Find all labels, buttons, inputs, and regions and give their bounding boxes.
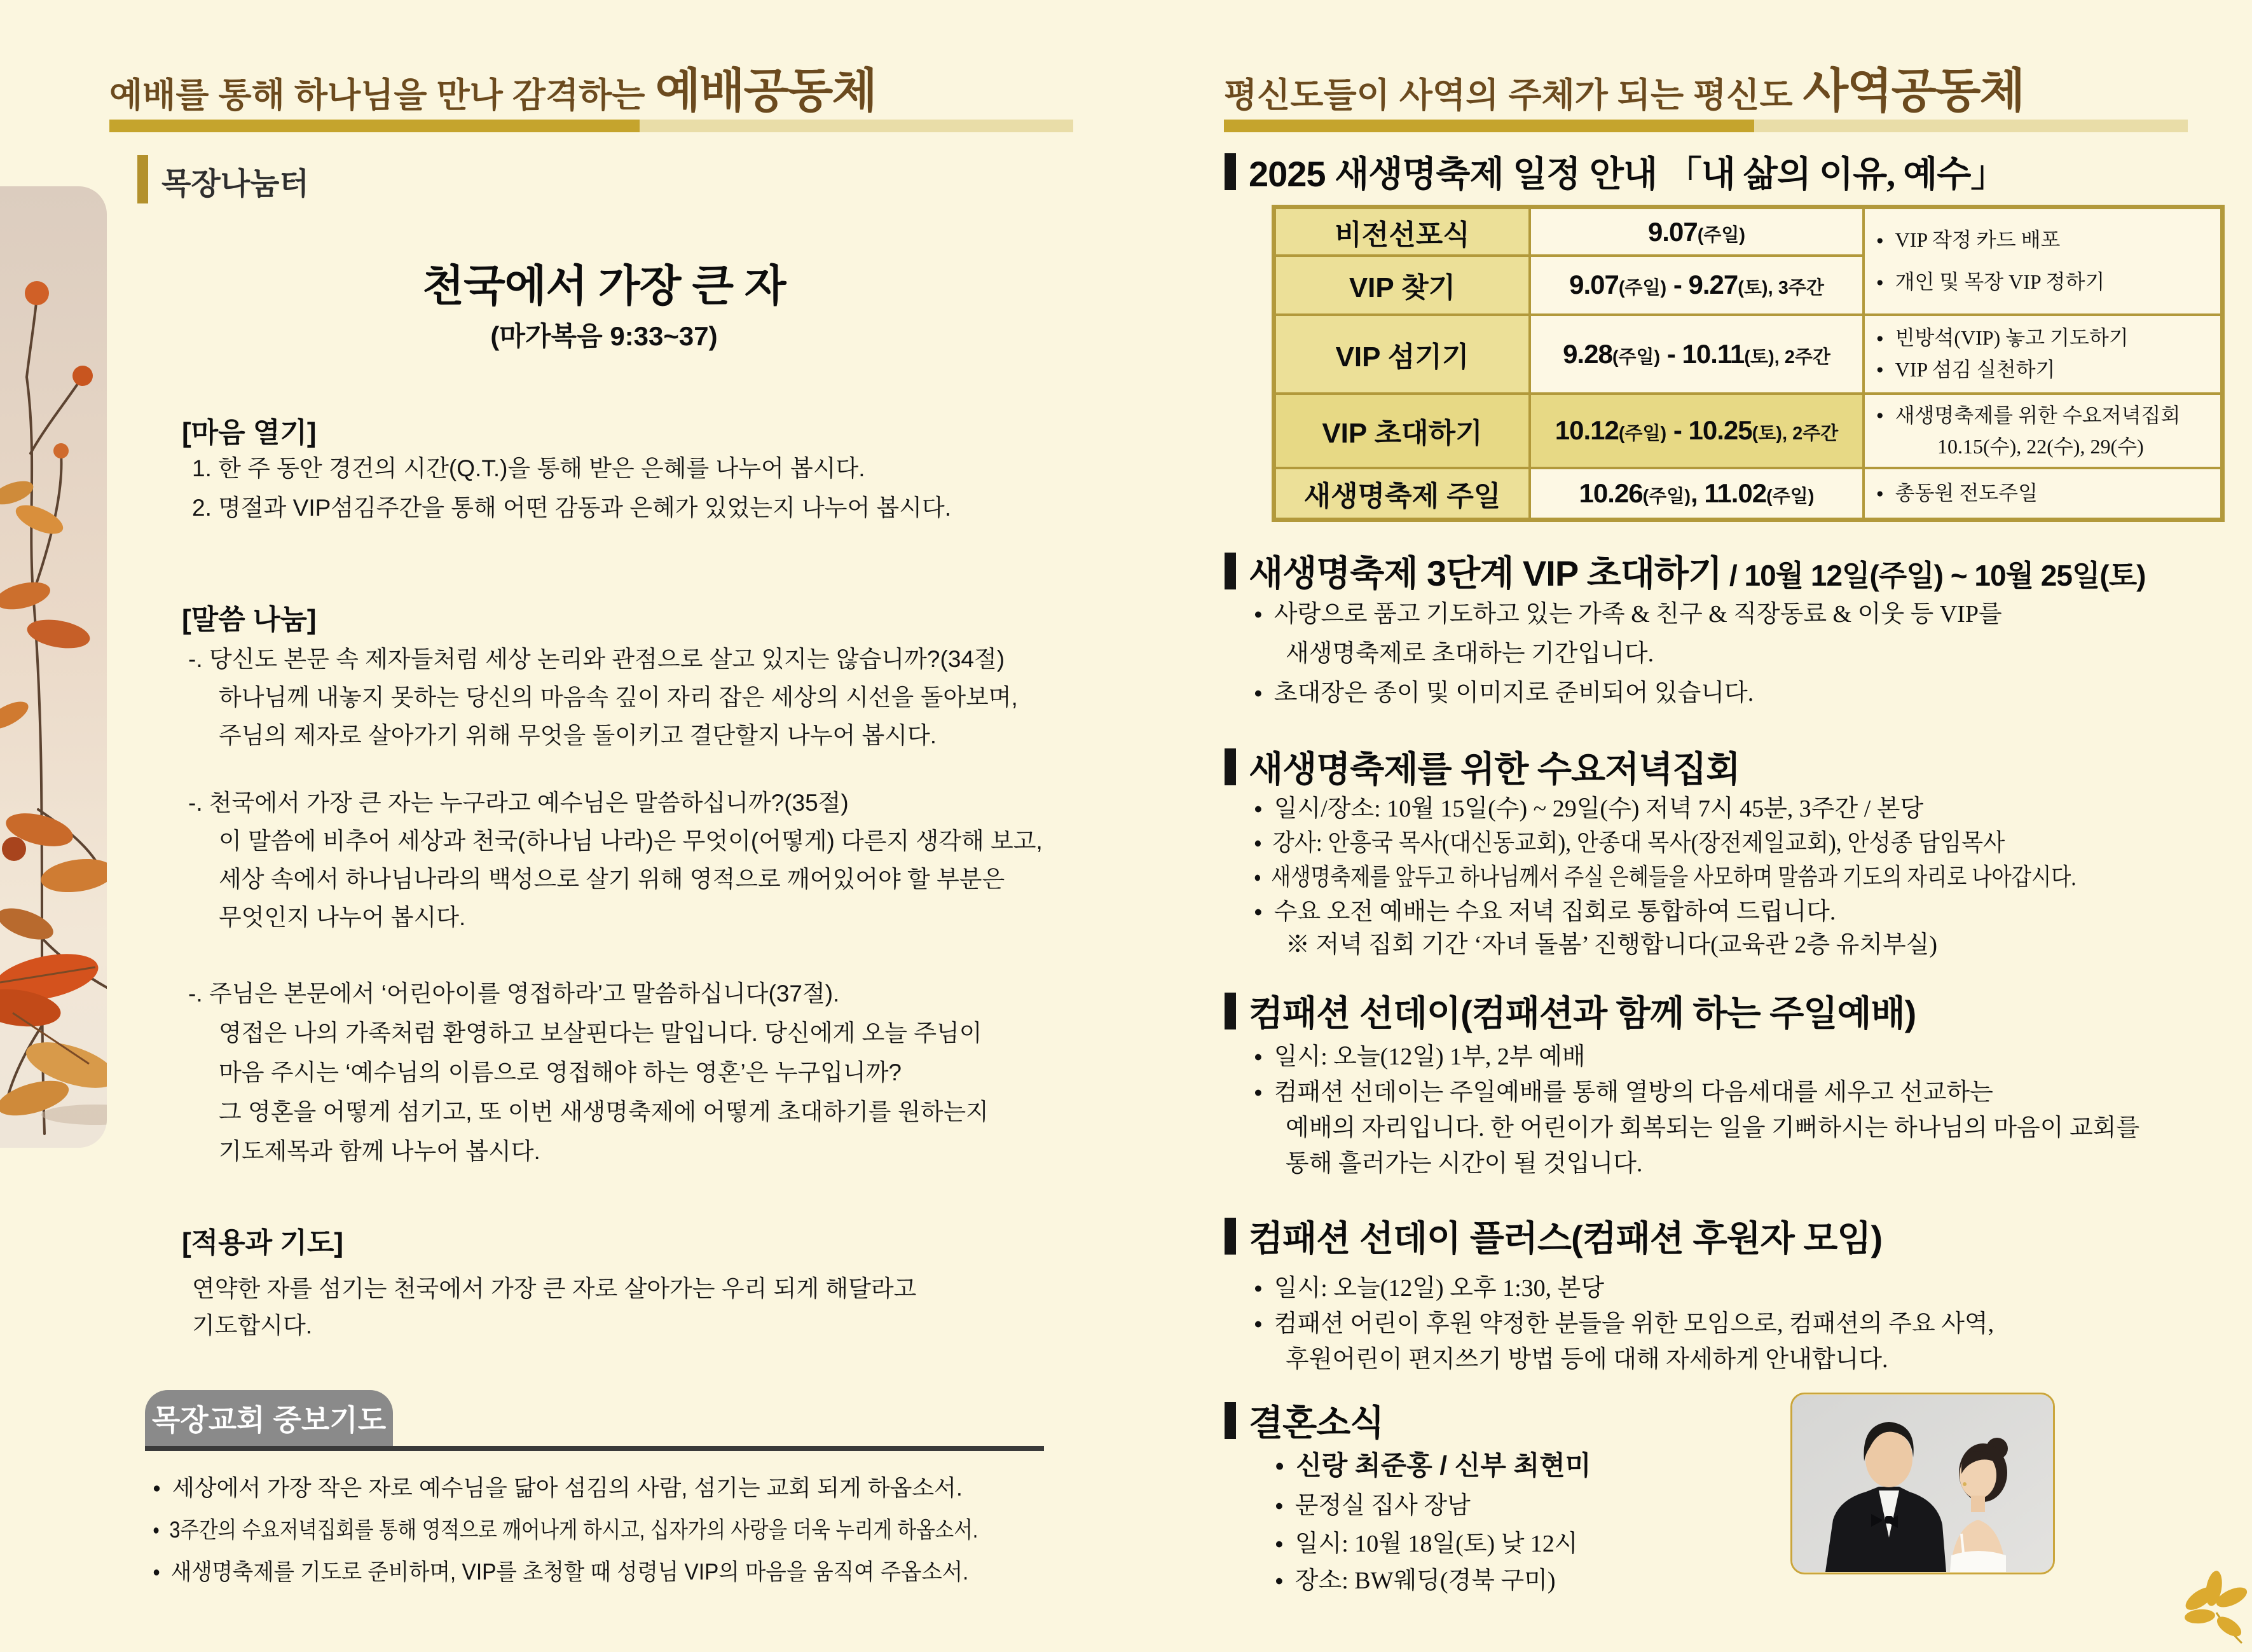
vip-invite-line: ● 초대장은 종이 및 이미지로 준비되어 있습니다. — [1254, 673, 1754, 708]
apply-line: 연약한 자를 섬기는 천국에서 가장 큰 자로 살아가는 우리 되게 해달라고 — [192, 1276, 917, 1302]
date-cell: 10.12(주일) - 10.25(토), 2주간 — [1530, 394, 1864, 469]
compassion-plus-heading — [1225, 1211, 1882, 1262]
heading-bar-icon — [1225, 1218, 1236, 1255]
gold-leaf-ornament — [2181, 1568, 2251, 1647]
wednesday-line: ● 새생명축제를 앞두고 하나님께서 주실 은혜들을 사모하며 말씀과 기도의 자리로 나아갑시다. — [1254, 857, 2076, 892]
heading-bar-icon — [1225, 153, 1236, 190]
note-line: ● 빈방석(VIP) 놓고 기도하기 — [1876, 322, 2209, 354]
compassion-plus-line: ● 일시: 오늘(12일) 오후 1:30, 본당 — [1254, 1268, 1604, 1303]
left-header-prefix: 예배를 통해 하나님을 만나 감격하는 — [109, 76, 645, 114]
stage-cell: VIP 섬기기 — [1274, 315, 1530, 394]
word-line: 주님의 제자로 살아가기 위해 무엇을 돌이키고 결단할지 나누어 봅시다. — [219, 722, 937, 748]
note-cell — [1864, 394, 2223, 469]
festival-schedule-title: 2025 새생명축제 일정 안내 「내 삶의 이유, 예수」 — [1249, 154, 2006, 195]
note-cell — [1864, 315, 2223, 394]
heart-opening-label: [마음 열기] — [182, 417, 317, 448]
note-line: ● 새생명축제를 위한 수요저녁집회 — [1876, 400, 2209, 432]
word-line: -. 당신도 본문 속 제자들처럼 세상 논리와 관점으로 살고 있지는 않습니까?(34절) — [188, 646, 1005, 672]
word-line: 하나님께 내놓지 못하는 당신의 마음속 깊이 자리 잡은 세상의 시선을 돌아보며, — [219, 684, 1018, 710]
note-line: ● VIP 섬김 실천하기 — [1876, 354, 2209, 386]
word-line: -. 주님은 본문에서 ‘어린아이를 영접하라’고 말씀하십니다(37절). — [188, 981, 840, 1007]
intercession-divider — [145, 1446, 1044, 1451]
compassion-line: ● 컴패션 선데이는 주일예배를 통해 열방의 다음세대를 세우고 선교하는 — [1254, 1072, 1993, 1107]
stage-cell: VIP 찾기 — [1274, 256, 1530, 314]
compassion-line: ● 일시: 오늘(12일) 1부, 2부 예배 — [1254, 1036, 1586, 1071]
stage-cell: VIP 초대하기 — [1274, 394, 1530, 469]
date-cell: 9.07(주일) — [1530, 207, 1864, 256]
wedding-news-title: 결혼소식 — [1249, 1403, 1384, 1443]
heart-item: 2. 명절과 VIP섬김주간을 통해 어떤 감동과 은혜가 있었는지 나누어 봅시다. — [192, 495, 952, 521]
sharing-corner-label: 목장나눔터 — [161, 167, 309, 201]
intercession-item: ● 새생명축제를 기도로 준비하며, VIP를 초청할 때 성령님 VIP의 마음을 움직여 주옵소서. — [153, 1554, 968, 1587]
right-header-prefix: 평신도들이 사역의 주체가 되는 평신도 — [1224, 76, 1793, 114]
wednesday-line: ● 수요 오전 예배는 수요 저녁 집회로 통합하여 드립니다. — [1254, 891, 1836, 926]
wedding-place-line: ● 장소: BW웨딩(경북 구미) — [1275, 1560, 1556, 1595]
vip-invite-line: ● 사랑으로 품고 기도하고 있는 가족 & 친구 & 직장동료 & 이웃 등 VIP를 — [1254, 594, 2002, 629]
table-row — [1274, 468, 2223, 520]
table-row — [1274, 207, 2223, 256]
word-line: 영접은 나의 가족처럼 환영하고 보살핀다는 말입니다. 당신에게 오늘 주님이 — [219, 1020, 982, 1046]
word-line: -. 천국에서 가장 큰 자는 누구라고 예수님은 말씀하십니까?(35절) — [188, 790, 849, 816]
wedding-news-heading — [1225, 1395, 1383, 1446]
heading-bar-icon — [1225, 1402, 1236, 1439]
festival-schedule-heading — [1225, 146, 2005, 197]
note-line: ● VIP 작정 카드 배포 — [1876, 224, 2209, 256]
note-line: ● 총동원 전도주일 — [1876, 478, 2209, 509]
wednesday-meeting-heading — [1225, 741, 1740, 792]
note-cell — [1864, 468, 2223, 520]
stage-cell: 새생명축제 주일 — [1274, 468, 1530, 520]
vip-invite-heading — [1225, 546, 2145, 596]
heading-bar-icon — [1225, 993, 1236, 1029]
date-cell: 10.26(주일), 11.02(주일) — [1530, 468, 1864, 520]
note-line: 10.15(수), 22(수), 29(수) — [1937, 435, 2144, 458]
word-line: 기도제목과 함께 나누어 봅시다. — [219, 1138, 540, 1164]
heart-item: 1. 한 주 동안 경건의 시간(Q.T.)을 통해 받은 은혜를 나누어 봅시다. — [192, 455, 865, 481]
date-cell: 9.28(주일) - 10.11(토), 2주간 — [1530, 315, 1864, 394]
vip-invite-title: 새생명축제 3단계 VIP 초대하기 / 10월 12일(주일) ~ 10월 25일(토) — [1249, 553, 2146, 593]
word-line: 이 말씀에 비추어 세상과 천국(하나님 나라)은 무엇이(어떻게) 다른지 생각해 보고, — [219, 828, 1043, 854]
compassion-sunday-heading — [1225, 986, 1916, 1036]
vip-invite-line: 새생명축제로 초대하는 기간입니다. — [1286, 640, 1654, 667]
wedding-date-line: ● 일시: 10월 18일(토) 낮 12시 — [1275, 1524, 1578, 1559]
wedding-family-line: ● 문정실 집사 장남 — [1275, 1485, 1471, 1520]
right-header-emphasis: 사역공동체 — [1802, 64, 2024, 117]
word-sharing-label: [말씀 나눔] — [182, 604, 317, 635]
intercession-item: ● 3주간의 수요저녁집회를 통해 영적으로 깨어나게 하시고, 십자가의 사랑을 더욱 누리게 하옵소서. — [153, 1512, 978, 1545]
heading-bar-icon — [1225, 553, 1236, 589]
table-row — [1274, 315, 2223, 394]
sermon-title: 천국에서 가장 큰 자 — [422, 262, 786, 310]
heading-bar-icon — [1225, 748, 1236, 785]
left-header-underline — [109, 120, 1073, 132]
intercession-item: ● 세상에서 가장 작은 자로 예수님을 닮아 섬김의 사람, 섬기는 교회 되게 하옵소서. — [153, 1470, 963, 1503]
sermon-passage: (마가복음 9:33~37) — [490, 321, 718, 351]
wedding-couple-line: ● 신랑 최준홍 / 신부 최현미 — [1275, 1445, 1591, 1483]
word-line: 그 영혼을 어떻게 섬기고, 또 이번 새생명축제에 어떻게 초대하기를 원하는지 — [219, 1099, 989, 1125]
compassion-plus-title: 컴패션 선데이 플러스(컴패션 후원자 모임) — [1249, 1218, 1883, 1258]
compassion-line: 예배의 자리입니다. 한 어린이가 회복되는 일을 기뻐하시는 하나님의 마음이 교회를 — [1286, 1115, 2140, 1141]
wednesday-line: ● 일시/장소: 10월 15일(수) ~ 29일(수) 저녁 7시 45분, 3주간 / 본당 — [1254, 788, 1923, 823]
left-header-emphasis: 예배공동체 — [655, 64, 876, 117]
table-row-highlighted — [1274, 394, 2223, 469]
bride-and-groom-photo — [1790, 1393, 2055, 1574]
wednesday-meeting-title: 새생명축제를 위한 수요저녁집회 — [1249, 749, 1740, 789]
note-line: ● 개인 및 목장 VIP 정하기 — [1876, 266, 2209, 298]
left-page-header — [109, 53, 876, 121]
right-header-underline — [1224, 120, 2188, 132]
right-page-header — [1224, 53, 2024, 121]
festival-schedule-table — [1272, 205, 2225, 522]
apply-line: 기도합시다. — [192, 1312, 312, 1339]
wednesday-note: ※ 저녁 집회 기간 ‘자녀 돌봄’ 진행합니다(교육관 2층 유치부실) — [1286, 932, 1938, 958]
compassion-plus-line: 후원어린이 편지쓰기 방법 등에 대해 자세하게 안내합니다. — [1286, 1346, 1888, 1373]
section-gold-bar — [137, 155, 148, 203]
word-line: 무엇인지 나누어 봅시다. — [219, 904, 466, 930]
wednesday-line: ● 강사: 안흥국 목사(대신동교회), 안종대 목사(장전제일교회), 안성종 담임목사 — [1254, 823, 2005, 858]
stage-cell: 비전선포식 — [1274, 207, 1530, 256]
note-cell — [1864, 207, 2223, 315]
compassion-line: 통해 흘러가는 시간이 될 것입니다. — [1286, 1150, 1643, 1177]
word-line: 마음 주시는 ‘예수님의 이름으로 영접해야 하는 영혼’은 누구입니까? — [219, 1059, 902, 1085]
compassion-sunday-title: 컴패션 선데이(컴패션과 함께 하는 주일예배) — [1249, 993, 1916, 1033]
apply-pray-label: [적용과 기도] — [182, 1227, 344, 1258]
date-cell: 9.07(주일) - 9.27(토), 3주간 — [1530, 256, 1864, 314]
compassion-plus-line: ● 컴패션 어린이 후원 약정한 분들을 위한 모임으로, 컴패션의 주요 사역, — [1254, 1304, 1994, 1339]
autumn-branch-photo — [0, 186, 107, 1148]
intercession-tab: 목장교회 중보기도 — [145, 1390, 393, 1446]
word-line: 세상 속에서 하나님나라의 백성으로 살기 위해 영적으로 깨어있어야 할 부분은 — [219, 866, 1005, 892]
